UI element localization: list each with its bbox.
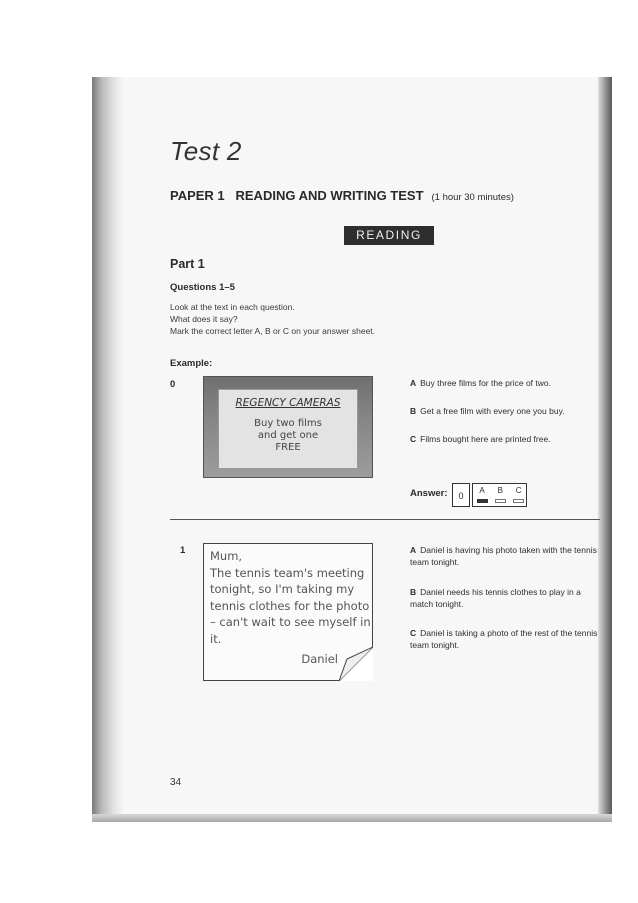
- paper-heading: [170, 188, 514, 203]
- answer-number: 0: [452, 483, 470, 507]
- answer-letter: A: [479, 486, 485, 495]
- example-number: 0: [170, 379, 176, 390]
- sign-title: REGENCY CAMERAS: [235, 397, 341, 409]
- sign-board: [218, 389, 358, 469]
- answer-letter: C: [515, 486, 522, 495]
- section-divider: [170, 519, 600, 520]
- page-bottom-edge: [92, 814, 612, 822]
- example-label: Example:: [170, 358, 213, 369]
- note-line: tennis clothes for the photo: [210, 598, 370, 613]
- questions-heading: Questions 1–5: [170, 282, 235, 293]
- answer-mark-b: [495, 499, 506, 503]
- sign-line: FREE: [275, 442, 301, 453]
- test-title: Test 2: [170, 136, 242, 166]
- answer-box: [452, 483, 527, 507]
- handwritten-note: [203, 543, 373, 681]
- example-option-a: A Buy three films for the price of two.: [410, 378, 551, 388]
- instruction-line: Mark the correct letter A, B or C on your answer sheet.: [170, 326, 376, 336]
- page-number: 34: [170, 777, 182, 788]
- question1-option-c: C Daniel is taking a photo of the rest of the tennis team tonight.: [410, 628, 598, 650]
- instruction-line: Look at the text in each question.: [170, 302, 295, 312]
- answer-grid: [472, 483, 527, 507]
- answer-letter: B: [497, 486, 503, 495]
- example-option-b: B Get a free film with every one you buy.: [410, 406, 565, 416]
- answer-mark-a: [477, 499, 488, 503]
- answer-mark-c: [513, 499, 524, 503]
- question1-option-b: B Daniel needs his tennis clothes to play in a match tonight.: [410, 587, 581, 609]
- instruction-line: What does it say?: [170, 314, 238, 324]
- note-line: tonight, so I'm taking my: [210, 582, 355, 596]
- question-number: 1: [180, 545, 186, 556]
- question1-option-a: A Daniel is having his photo taken with the tennis team tonight.: [410, 545, 597, 567]
- example-sign-photo: [203, 376, 373, 478]
- section-badge: READING: [341, 226, 434, 245]
- note-text: [210, 548, 371, 647]
- note-line: The tennis team's meeting: [210, 565, 365, 580]
- part-heading: Part 1: [170, 257, 205, 271]
- paper-title: PAPER 1 READING AND WRITING TEST: [170, 188, 424, 203]
- note-line: it.: [210, 631, 222, 646]
- page-curl-icon: [339, 647, 373, 681]
- answer-label: Answer:: [410, 488, 448, 499]
- sign-line: and get one: [257, 430, 319, 441]
- note-line: Mum,: [210, 549, 243, 563]
- paper-duration: (1 hour 30 minutes): [431, 192, 514, 203]
- note-signature: Daniel: [301, 652, 338, 666]
- example-option-c: C Films bought here are printed free.: [410, 434, 551, 444]
- sign-line: Buy two films: [254, 418, 322, 429]
- note-line: – can't wait to see myself in: [210, 615, 371, 629]
